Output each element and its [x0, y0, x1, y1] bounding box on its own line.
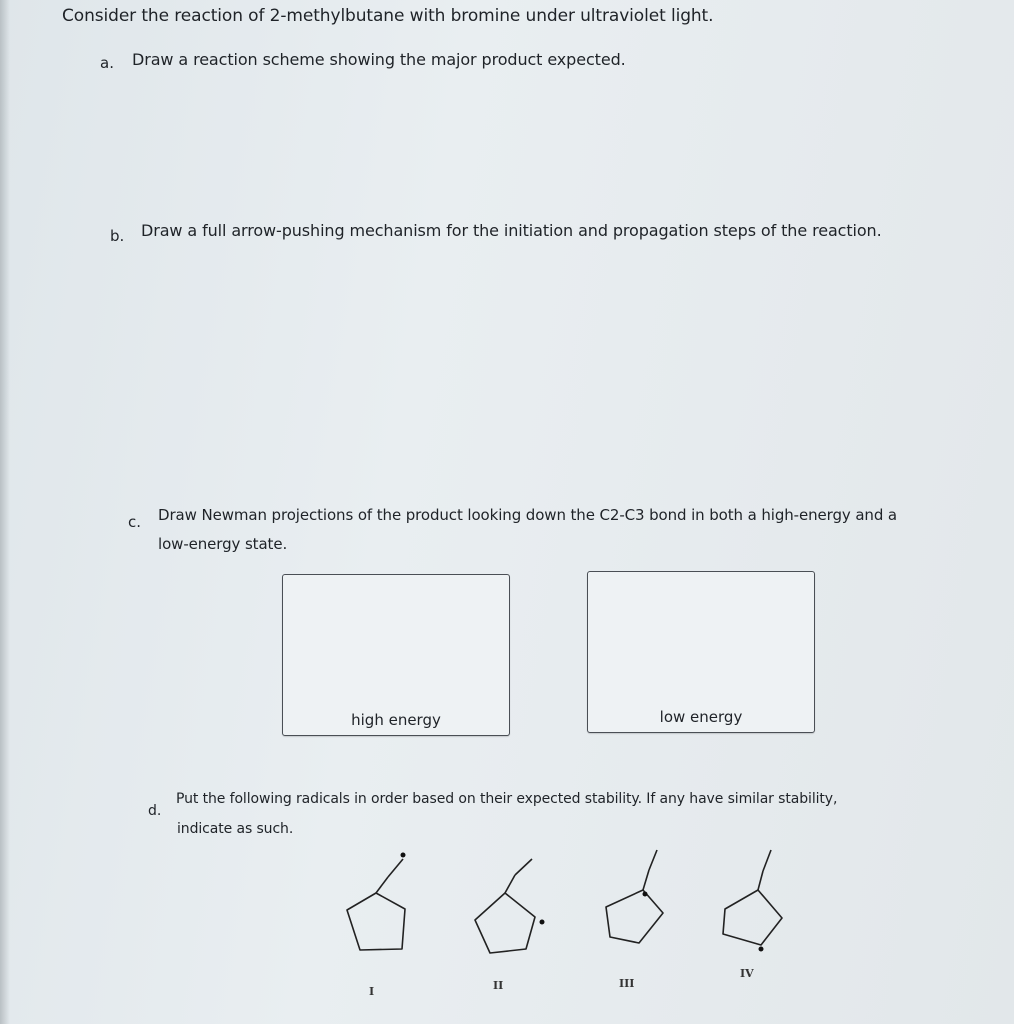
- part-d-text-line1: Put the following radicals in order based on their expected stability. If any have similar stability,: [176, 791, 838, 807]
- radical-label-IV: IV: [740, 967, 754, 980]
- part-a-marker: a.: [100, 54, 114, 72]
- radical-dot-II: [540, 920, 545, 925]
- part-b-text: Draw a full arrow-pushing mechanism for the initiation and propagation steps of the reaction.: [141, 221, 882, 240]
- part-d-text-line2: indicate as such.: [177, 821, 294, 837]
- page-edge-shadow: [0, 0, 10, 1024]
- high-energy-answer-box[interactable]: [282, 574, 510, 736]
- radical-structure-I: [347, 859, 405, 950]
- radical-label-I: I: [369, 985, 375, 998]
- part-d-marker: d.: [148, 803, 162, 819]
- radical-structures: [330, 845, 790, 965]
- part-c-marker: c.: [128, 513, 142, 531]
- radical-structure-III: [606, 850, 663, 943]
- part-c-text-line2: low-energy state.: [158, 535, 288, 553]
- high-energy-label: high energy: [351, 711, 441, 729]
- low-energy-answer-box[interactable]: [587, 571, 815, 733]
- part-a-text: Draw a reaction scheme showing the major product expected.: [132, 50, 626, 69]
- radical-label-III: III: [619, 977, 635, 990]
- part-c-text-line1: Draw Newman projections of the product looking down the C2-C3 bond in both a high-energy and a: [158, 506, 898, 524]
- radical-structure-IV: [723, 850, 782, 945]
- radical-structure-II: [475, 859, 535, 953]
- question-intro: Consider the reaction of 2-methylbutane with bromine under ultraviolet light.: [62, 6, 714, 26]
- low-energy-label: low energy: [659, 708, 743, 726]
- radical-dot-I: [401, 853, 406, 858]
- radical-label-II: II: [493, 979, 504, 992]
- radical-dot-III: [643, 892, 648, 897]
- radical-dot-IV: [759, 947, 764, 952]
- part-b-marker: b.: [110, 227, 125, 245]
